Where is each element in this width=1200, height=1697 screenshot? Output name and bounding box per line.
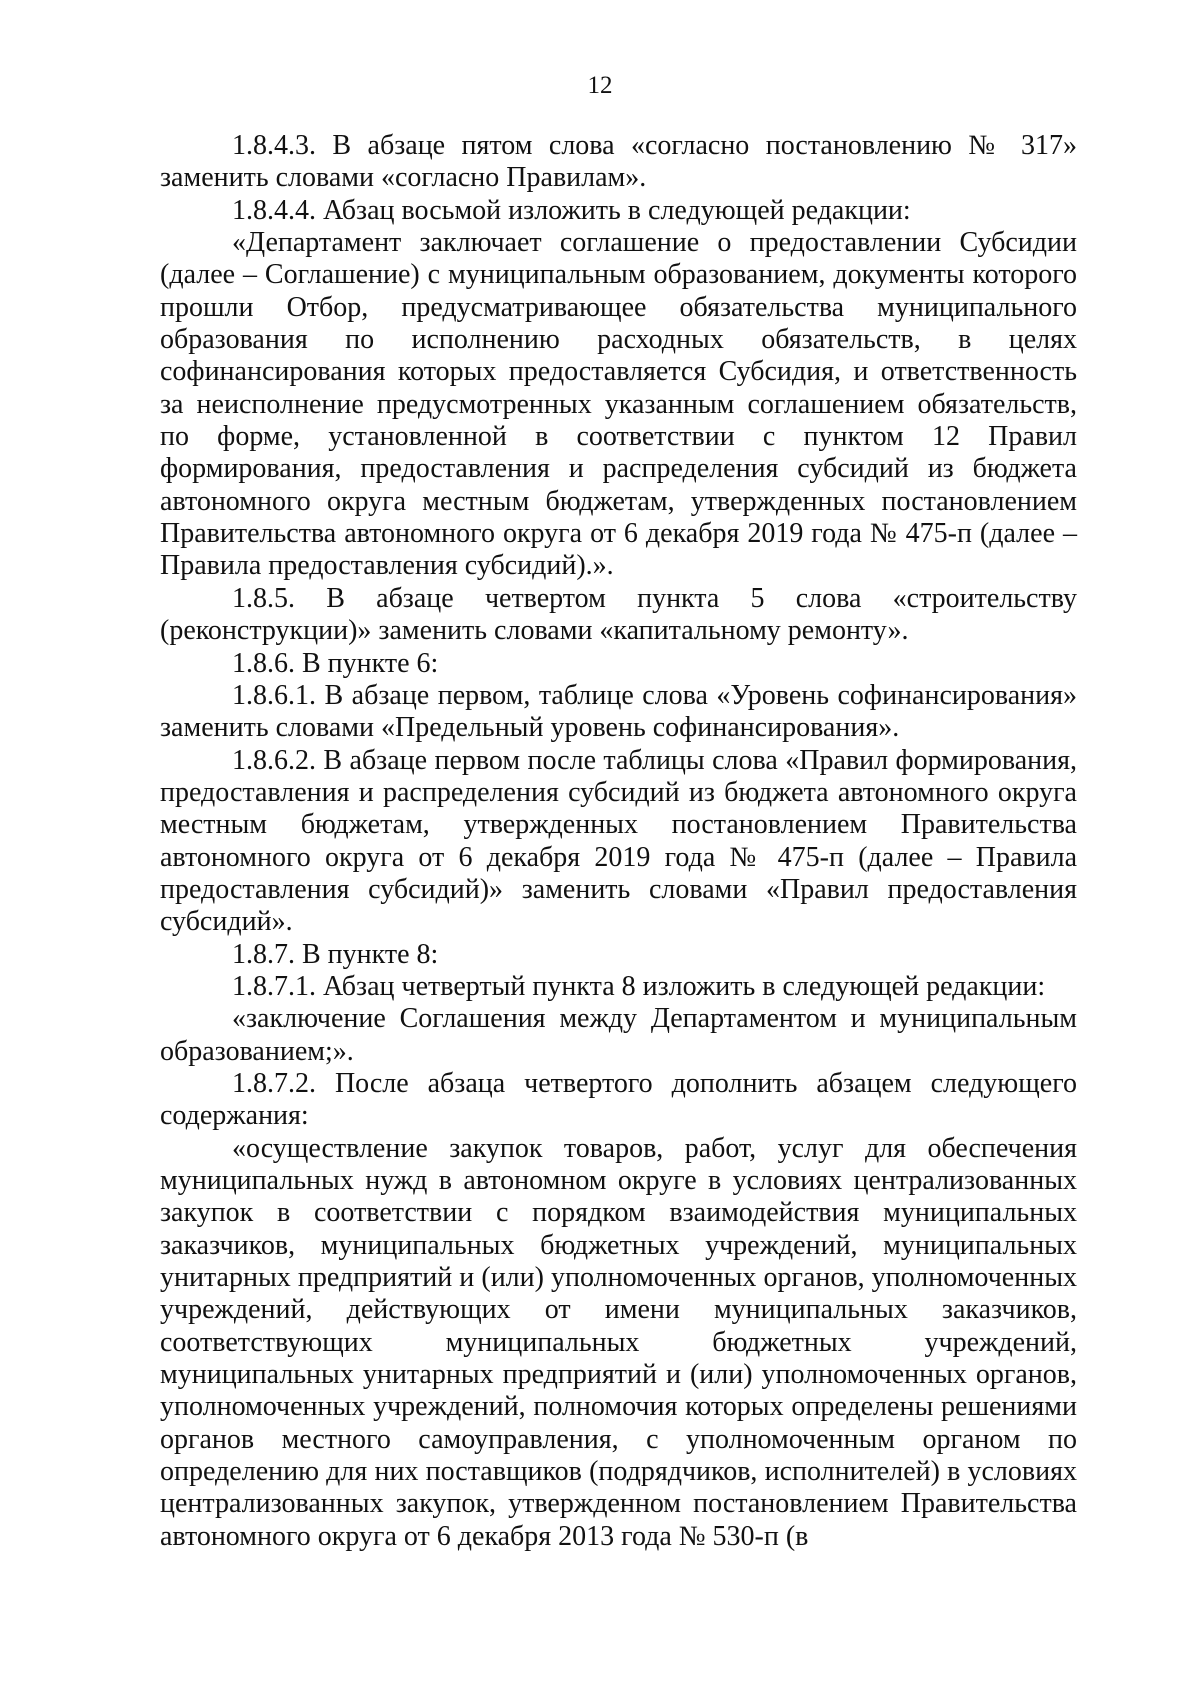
paragraph-1-8-6: 1.8.6. В пункте 6: <box>232 647 439 679</box>
paragraph-1-8-7-1: 1.8.7.1. Абзац четвертый пункта 8 изложить в следующей редакции: <box>232 970 1046 1002</box>
paragraph-1-8-6-1: 1.8.6.1. В абзаце первом, таблице слова «Уровень софинансирования» заменить словами «Предельный уровень софинансирования». <box>160 679 1077 744</box>
paragraph-1-8-4-3: 1.8.4.3. В абзаце пятом слова «согласно постановлению № 317» заменить словами «согласно Правилам». <box>160 130 1077 194</box>
document-body <box>160 130 1077 1553</box>
paragraph-1-8-5: 1.8.5. В абзаце четвертом пункта 5 слова «строительству (реконструкции)» заменить словами «капитальному ремонту». <box>160 582 1077 647</box>
page-number: 12 <box>587 72 613 99</box>
paragraph-1-8-7-2: 1.8.7.2. После абзаца четвертого дополнить абзацем следующего содержания: <box>160 1067 1077 1132</box>
paragraph-1-8-7: 1.8.7. В пункте 8: <box>232 938 439 970</box>
paragraph-1-8-6-2: 1.8.6.2. В абзаце первом после таблицы слова «Правил формирования, предоставления и распределения субсидий из бюджета автономного округа местным бюджетам, утвержденных постановлением Правительства автономного округа от 6 декабря 2019 года № 475-п (далее – Правила предоставления субсидий)» заменить словами «Правил предоставления субсидий». <box>160 744 1077 938</box>
paragraph-1-8-4-4: 1.8.4.4. Абзац восьмой изложить в следующей редакции: <box>232 194 911 226</box>
paragraph-quote-agreement-conclusion: «заключение Соглашения между Департаментом и муниципальным образованием;». <box>160 1003 1077 1067</box>
paragraph-quote-procurement: «осуществление закупок товаров, работ, услуг для обеспечения муниципальных нужд в автономном округе в условиях централизованных закупок в соответствии с порядком взаимодействия муниципальных заказчиков, муниципальных бюджетных учреждений, муниципальных унитарных предприятий и (или) уполномоченных органов, уполномоченных учреждений, действующих от имени муниципальных заказчиков, соответствующих муниципальных бюджетных учреждений, муниципальных унитарных предприятий и (или) уполномоченных органов, уполномоченных учреждений, полномочия которых определены решениями органов местного самоуправления, с уполномоченным органом по определению для них поставщиков (подрядчиков, исполнителей) в условиях централизованных закупок, утвержденном постановлением Правительства автономного округа от 6 декабря 2013 года № 530-п (в <box>160 1132 1077 1552</box>
paragraph-quote-department-agreement: «Департамент заключает соглашение о предоставлении Субсидии (далее – Соглашение) с муниципальным образованием, документы которого прошли Отбор, предусматривающее обязательства муниципального образования по исполнению расходных обязательств, в целях софинансирования которых предоставляется Субсидия, и ответственность за неисполнение предусмотренных указанным соглашением обязательств, по форме, установленной в соответствии с пунктом 12 Правил формирования, предоставления и распределения субсидий из бюджета автономного округа местным бюджетам, утвержденных постановлением Правительства автономного округа от 6 декабря 2019 года № 475-п (далее – Правила предоставления субсидий).». <box>160 227 1077 582</box>
